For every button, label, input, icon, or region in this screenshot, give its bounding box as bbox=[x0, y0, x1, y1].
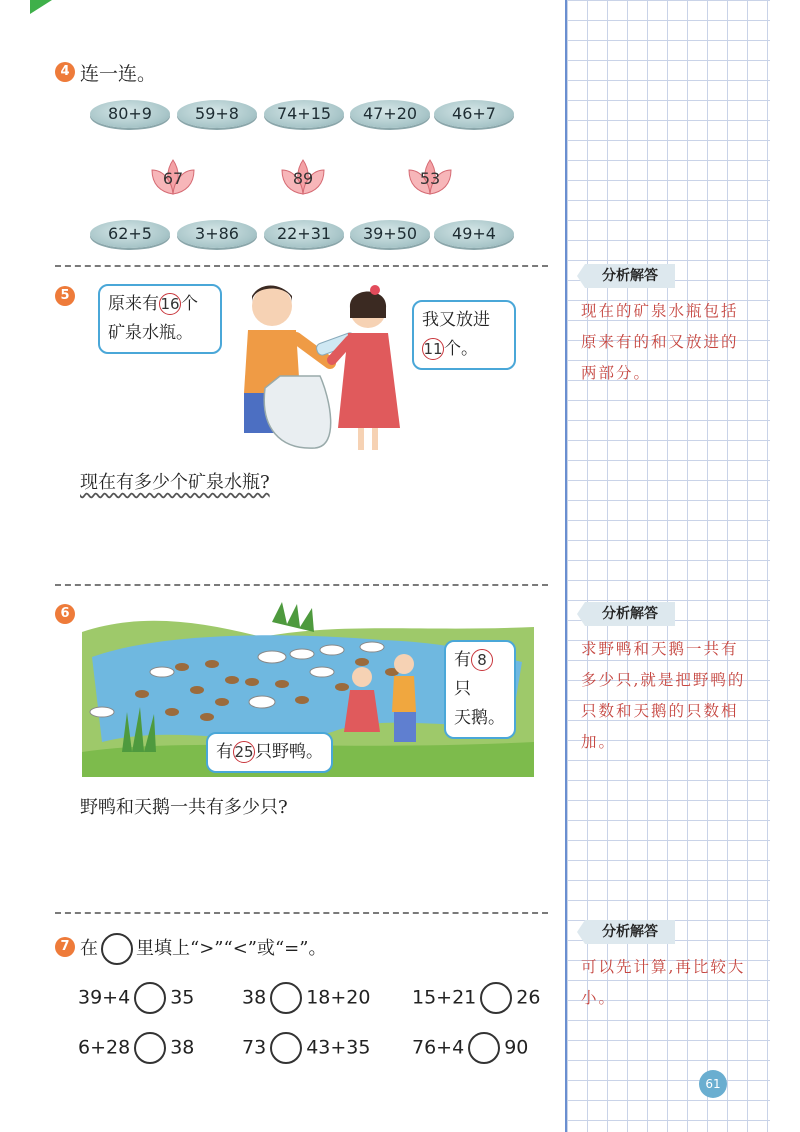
analysis-tag: 分析解答 bbox=[585, 264, 675, 288]
title-text: 里填上“>”“<”或“=”。 bbox=[136, 938, 327, 959]
question-number-5: 5 bbox=[55, 286, 75, 306]
stone-bottom-1[interactable]: 62+5 bbox=[90, 220, 170, 248]
stone-bottom-4[interactable]: 39+50 bbox=[350, 220, 430, 248]
question-number-4: 4 bbox=[55, 62, 75, 82]
answer-circle[interactable] bbox=[480, 982, 512, 1014]
lotus-value: 67 bbox=[162, 169, 184, 188]
lotus-1[interactable] bbox=[148, 158, 198, 198]
bubble-text: 矿泉水瓶。 bbox=[108, 323, 193, 343]
bubble-text: 天鹅。 bbox=[454, 708, 505, 728]
circled-number: 11 bbox=[423, 340, 443, 358]
bubble-text: 原来有 bbox=[108, 294, 159, 314]
analysis-tag: 分析解答 bbox=[585, 920, 675, 944]
analysis-tag: 分析解答 bbox=[585, 602, 675, 626]
analysis-hint-q5: 现在的矿泉水瓶包括原来有的和又放进的两部分。 bbox=[581, 302, 739, 382]
question-number-7: 7 bbox=[55, 937, 75, 957]
expression-left: 76+4 bbox=[412, 1036, 465, 1059]
title-text: 在 bbox=[80, 938, 98, 959]
lotus-3[interactable] bbox=[405, 158, 455, 198]
expression-left: 6+28 bbox=[78, 1036, 131, 1059]
question-text: 现在有多少个矿泉水瓶? bbox=[80, 472, 270, 493]
answer-circle[interactable] bbox=[134, 1032, 166, 1064]
comparison-item bbox=[78, 1032, 194, 1064]
q5-question bbox=[80, 468, 270, 494]
bubble-text: 有 bbox=[454, 650, 471, 670]
section-divider bbox=[55, 265, 548, 267]
bubble-text: 个 bbox=[181, 294, 198, 314]
question-text: 野鸭和天鹅一共有多少只? bbox=[80, 797, 288, 818]
lotus-value: 89 bbox=[292, 169, 314, 188]
analysis-hint-q7: 可以先计算,再比较大小。 bbox=[581, 958, 746, 1007]
children-with-bottles-illustration bbox=[220, 278, 420, 453]
section-divider bbox=[55, 912, 548, 914]
stone-top-5[interactable]: 46+7 bbox=[434, 100, 514, 128]
answer-circle[interactable] bbox=[468, 1032, 500, 1064]
circled-number: 25 bbox=[234, 743, 254, 761]
expression-right: 18+20 bbox=[306, 986, 371, 1009]
stone-top-1[interactable]: 80+9 bbox=[90, 100, 170, 128]
stone-bottom-2[interactable]: 3+86 bbox=[177, 220, 257, 248]
circled-number: 8 bbox=[471, 649, 493, 671]
lotus-2[interactable] bbox=[278, 158, 328, 198]
q7-title bbox=[80, 933, 326, 965]
question-number-6: 6 bbox=[55, 604, 75, 624]
speech-bubble-boy bbox=[444, 640, 516, 739]
comparison-item bbox=[242, 982, 370, 1014]
section-divider bbox=[55, 584, 548, 586]
expression-right: 38 bbox=[170, 1036, 195, 1059]
answer-circle[interactable] bbox=[134, 982, 166, 1014]
bubble-text: 个。 bbox=[444, 339, 478, 359]
stone-top-2[interactable]: 59+8 bbox=[177, 100, 257, 128]
answer-circle[interactable] bbox=[270, 982, 302, 1014]
comparison-item bbox=[78, 982, 194, 1014]
bubble-text: 只野鸭。 bbox=[255, 742, 323, 762]
answer-circle[interactable] bbox=[270, 1032, 302, 1064]
comparison-item bbox=[412, 982, 540, 1014]
expression-left: 73 bbox=[242, 1036, 267, 1059]
expression-right: 43+35 bbox=[306, 1036, 371, 1059]
bubble-text: 我又放进 bbox=[422, 310, 490, 330]
comparison-item bbox=[242, 1032, 370, 1064]
stone-top-3[interactable]: 74+15 bbox=[264, 100, 344, 128]
q6-question bbox=[80, 793, 288, 819]
expression-left: 15+21 bbox=[412, 986, 477, 1009]
bubble-text: 有 bbox=[216, 742, 233, 762]
stone-top-4[interactable]: 47+20 bbox=[350, 100, 430, 128]
expression-left: 39+4 bbox=[78, 986, 131, 1009]
speech-bubble-girl bbox=[206, 732, 333, 773]
expression-right: 35 bbox=[170, 986, 195, 1009]
analysis-grid-column bbox=[565, 0, 772, 1132]
lotus-value: 53 bbox=[419, 169, 441, 188]
bubble-text: 只 bbox=[454, 679, 471, 699]
circled-number: 16 bbox=[160, 295, 180, 313]
expression-right: 26 bbox=[516, 986, 541, 1009]
blank-circle-example bbox=[101, 933, 133, 965]
q4-title: 连一连。 bbox=[80, 63, 157, 85]
expression-right: 90 bbox=[504, 1036, 529, 1059]
speech-bubble-girl bbox=[412, 300, 516, 370]
analysis-hint-q6: 求野鸭和天鹅一共有多少只,就是把野鸭的只数和天鹅的只数相加。 bbox=[581, 640, 746, 751]
stone-bottom-3[interactable]: 22+31 bbox=[264, 220, 344, 248]
stone-bottom-5[interactable]: 49+4 bbox=[434, 220, 514, 248]
expression-left: 38 bbox=[242, 986, 267, 1009]
speech-bubble-boy bbox=[98, 284, 222, 354]
page-margin bbox=[770, 0, 800, 1132]
comparison-item bbox=[412, 1032, 528, 1064]
page-number-badge: 61 bbox=[699, 1070, 727, 1098]
